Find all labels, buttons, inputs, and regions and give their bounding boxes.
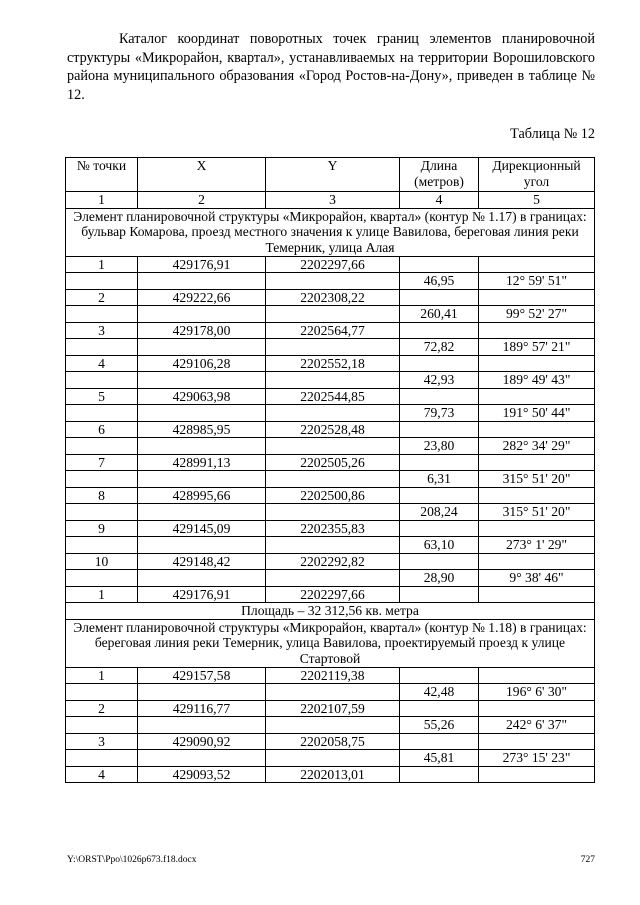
point-row <box>66 454 595 471</box>
col-number-4: 4 <box>400 192 479 209</box>
point-x: 429093,52 <box>138 766 266 783</box>
point-angle-empty <box>479 586 595 603</box>
segment-row <box>66 372 595 389</box>
segment-x-empty <box>138 684 266 701</box>
point-number: 4 <box>66 355 138 372</box>
point-x: 429063,98 <box>138 388 266 405</box>
point-row <box>66 487 595 504</box>
point-number: 2 <box>66 700 138 717</box>
point-length-empty <box>400 766 479 783</box>
point-x: 429090,92 <box>138 733 266 750</box>
segment-number-empty <box>66 750 138 767</box>
segment-row <box>66 684 595 701</box>
segment-y-empty <box>266 684 400 701</box>
point-length-empty <box>400 256 479 273</box>
point-length-empty <box>400 700 479 717</box>
point-angle-empty <box>479 454 595 471</box>
coordinates-table <box>65 157 595 783</box>
segment-number-empty <box>66 273 138 290</box>
segment-row <box>66 471 595 488</box>
header-row <box>66 158 595 192</box>
point-row <box>66 700 595 717</box>
point-angle-empty <box>479 520 595 537</box>
point-angle-empty <box>479 421 595 438</box>
point-row <box>66 388 595 405</box>
column-number-row <box>66 192 595 209</box>
point-row <box>66 322 595 339</box>
point-number: 8 <box>66 487 138 504</box>
segment-y-empty <box>266 273 400 290</box>
section-title: Элемент планировочной структуры «Микрорайон, квартал» (контур № 1.18) в границах: береговая линия реки Темерник, улица Вавилова, проектируемый проезд к улице Стартовой <box>66 619 595 667</box>
segment-y-empty <box>266 306 400 323</box>
point-length-empty <box>400 487 479 504</box>
segment-x-empty <box>138 306 266 323</box>
segment-number-empty <box>66 471 138 488</box>
point-angle-empty <box>479 733 595 750</box>
point-angle-empty <box>479 322 595 339</box>
point-number: 6 <box>66 421 138 438</box>
point-number: 1 <box>66 667 138 684</box>
point-angle-empty <box>479 667 595 684</box>
point-x: 429176,91 <box>138 256 266 273</box>
segment-y-empty <box>266 537 400 554</box>
point-length-empty <box>400 421 479 438</box>
segment-row <box>66 570 595 587</box>
point-x: 429178,00 <box>138 322 266 339</box>
segment-length: 6,31 <box>400 471 479 488</box>
point-row <box>66 256 595 273</box>
section-area: Площадь – 32 312,56 кв. метра <box>66 603 595 620</box>
segment-y-empty <box>266 372 400 389</box>
header-y: Y <box>266 158 400 192</box>
segment-angle: 191° 50' 44" <box>479 405 595 422</box>
point-number: 9 <box>66 520 138 537</box>
footer-file-path: Y:\ORST\Ppo\1026p673.f18.docx <box>67 855 197 865</box>
segment-length: 28,90 <box>400 570 479 587</box>
point-length-empty <box>400 553 479 570</box>
segment-number-empty <box>66 339 138 356</box>
segment-x-empty <box>138 570 266 587</box>
point-y: 2202355,83 <box>266 520 400 537</box>
segment-row <box>66 717 595 734</box>
point-x: 429106,28 <box>138 355 266 372</box>
segment-x-empty <box>138 504 266 521</box>
segment-angle: 273° 15' 23" <box>479 750 595 767</box>
segment-length: 46,95 <box>400 273 479 290</box>
segment-length: 42,93 <box>400 372 479 389</box>
point-angle-empty <box>479 700 595 717</box>
segment-x-empty <box>138 339 266 356</box>
segment-x-empty <box>138 750 266 767</box>
segment-row <box>66 306 595 323</box>
point-y: 2202552,18 <box>266 355 400 372</box>
point-row <box>66 766 595 783</box>
point-y: 2202505,26 <box>266 454 400 471</box>
point-length-empty <box>400 586 479 603</box>
area-row <box>66 603 595 620</box>
point-angle-empty <box>479 487 595 504</box>
segment-row <box>66 504 595 521</box>
point-y: 2202292,82 <box>266 553 400 570</box>
point-number: 1 <box>66 256 138 273</box>
header-angle: Дирекционный угол <box>479 158 595 192</box>
point-x: 429116,77 <box>138 700 266 717</box>
point-number: 2 <box>66 289 138 306</box>
point-x: 428995,66 <box>138 487 266 504</box>
point-y: 2202297,66 <box>266 256 400 273</box>
segment-x-empty <box>138 717 266 734</box>
point-y: 2202297,66 <box>266 586 400 603</box>
point-length-empty <box>400 667 479 684</box>
point-row <box>66 421 595 438</box>
segment-y-empty <box>266 750 400 767</box>
segment-x-empty <box>138 471 266 488</box>
segment-number-empty <box>66 717 138 734</box>
footer-page-number: 727 <box>580 855 595 865</box>
segment-x-empty <box>138 537 266 554</box>
point-length-empty <box>400 454 479 471</box>
segment-row <box>66 405 595 422</box>
segment-y-empty <box>266 405 400 422</box>
point-y: 2202544,85 <box>266 388 400 405</box>
header-length: Длина (метров) <box>400 158 479 192</box>
header-point-no: № точки <box>66 158 138 192</box>
point-x: 429222,66 <box>138 289 266 306</box>
segment-number-empty <box>66 405 138 422</box>
segment-length: 79,73 <box>400 405 479 422</box>
point-y: 2202564,77 <box>266 322 400 339</box>
segment-angle: 99° 52' 27" <box>479 306 595 323</box>
segment-y-empty <box>266 471 400 488</box>
segment-number-empty <box>66 306 138 323</box>
point-row <box>66 289 595 306</box>
point-number: 1 <box>66 586 138 603</box>
point-number: 7 <box>66 454 138 471</box>
segment-row <box>66 339 595 356</box>
point-length-empty <box>400 355 479 372</box>
segment-y-empty <box>266 717 400 734</box>
point-number: 10 <box>66 553 138 570</box>
col-number-3: 3 <box>266 192 400 209</box>
segment-length: 72,82 <box>400 339 479 356</box>
point-row <box>66 520 595 537</box>
intro-text: Каталог координат поворотных точек границ элементов планировочной структуры «Микрорайон, квартал», устанавливаемых на территории Ворошиловского района муниципального образования «Город Ростов-на-Дону», приведен в таблице № 12. <box>67 31 595 103</box>
point-angle-empty <box>479 355 595 372</box>
segment-angle: 282° 34' 29" <box>479 438 595 455</box>
point-length-empty <box>400 520 479 537</box>
segment-number-empty <box>66 504 138 521</box>
point-angle-empty <box>479 388 595 405</box>
segment-row <box>66 750 595 767</box>
point-row <box>66 586 595 603</box>
intro-paragraph <box>67 30 595 104</box>
segment-x-empty <box>138 438 266 455</box>
point-angle-empty <box>479 766 595 783</box>
segment-length: 23,80 <box>400 438 479 455</box>
point-row <box>66 553 595 570</box>
segment-angle: 273° 1' 29" <box>479 537 595 554</box>
col-number-5: 5 <box>479 192 595 209</box>
segment-angle: 9° 38' 46" <box>479 570 595 587</box>
point-row <box>66 667 595 684</box>
coordinates-table-body <box>66 158 595 783</box>
segment-length: 42,48 <box>400 684 479 701</box>
col-number-1: 1 <box>66 192 138 209</box>
segment-angle: 315° 51' 20" <box>479 504 595 521</box>
point-number: 3 <box>66 733 138 750</box>
point-y: 2202500,86 <box>266 487 400 504</box>
point-y: 2202308,22 <box>266 289 400 306</box>
segment-length: 260,41 <box>400 306 479 323</box>
segment-row <box>66 537 595 554</box>
point-row <box>66 733 595 750</box>
point-y: 2202119,38 <box>266 667 400 684</box>
point-length-empty <box>400 322 479 339</box>
point-angle-empty <box>479 553 595 570</box>
segment-length: 55,26 <box>400 717 479 734</box>
segment-row <box>66 438 595 455</box>
point-x: 428991,13 <box>138 454 266 471</box>
point-y: 2202528,48 <box>266 421 400 438</box>
segment-length: 63,10 <box>400 537 479 554</box>
segment-angle: 189° 49' 43" <box>479 372 595 389</box>
point-y: 2202107,59 <box>266 700 400 717</box>
segment-y-empty <box>266 570 400 587</box>
point-number: 5 <box>66 388 138 405</box>
section-title-row <box>66 619 595 667</box>
segment-y-empty <box>266 339 400 356</box>
point-y: 2202013,01 <box>266 766 400 783</box>
point-length-empty <box>400 289 479 306</box>
segment-number-empty <box>66 684 138 701</box>
point-length-empty <box>400 733 479 750</box>
point-number: 4 <box>66 766 138 783</box>
header-x: X <box>138 158 266 192</box>
point-x: 429176,91 <box>138 586 266 603</box>
segment-x-empty <box>138 405 266 422</box>
point-row <box>66 355 595 372</box>
segment-length: 208,24 <box>400 504 479 521</box>
point-y: 2202058,75 <box>266 733 400 750</box>
point-x: 429145,09 <box>138 520 266 537</box>
section-title-row <box>66 208 595 256</box>
section-title: Элемент планировочной структуры «Микрорайон, квартал» (контур № 1.17) в границах: бульвар Комарова, проезд местного значения к улице Вавилова, береговая линия реки Темерник, улица Алая <box>66 208 595 256</box>
segment-angle: 12° 59' 51" <box>479 273 595 290</box>
segment-number-empty <box>66 570 138 587</box>
segment-number-empty <box>66 372 138 389</box>
segment-angle: 242° 6' 37" <box>479 717 595 734</box>
point-x: 429148,42 <box>138 553 266 570</box>
point-angle-empty <box>479 289 595 306</box>
segment-number-empty <box>66 438 138 455</box>
segment-angle: 196° 6' 30" <box>479 684 595 701</box>
segment-y-empty <box>266 438 400 455</box>
point-x: 428985,95 <box>138 421 266 438</box>
segment-length: 45,81 <box>400 750 479 767</box>
segment-number-empty <box>66 537 138 554</box>
point-number: 3 <box>66 322 138 339</box>
segment-x-empty <box>138 372 266 389</box>
point-length-empty <box>400 388 479 405</box>
segment-angle: 189° 57' 21" <box>479 339 595 356</box>
col-number-2: 2 <box>138 192 266 209</box>
segment-x-empty <box>138 273 266 290</box>
segment-angle: 315° 51' 20" <box>479 471 595 488</box>
point-x: 429157,58 <box>138 667 266 684</box>
table-title: Таблица № 12 <box>510 126 595 142</box>
point-angle-empty <box>479 256 595 273</box>
segment-y-empty <box>266 504 400 521</box>
segment-row <box>66 273 595 290</box>
